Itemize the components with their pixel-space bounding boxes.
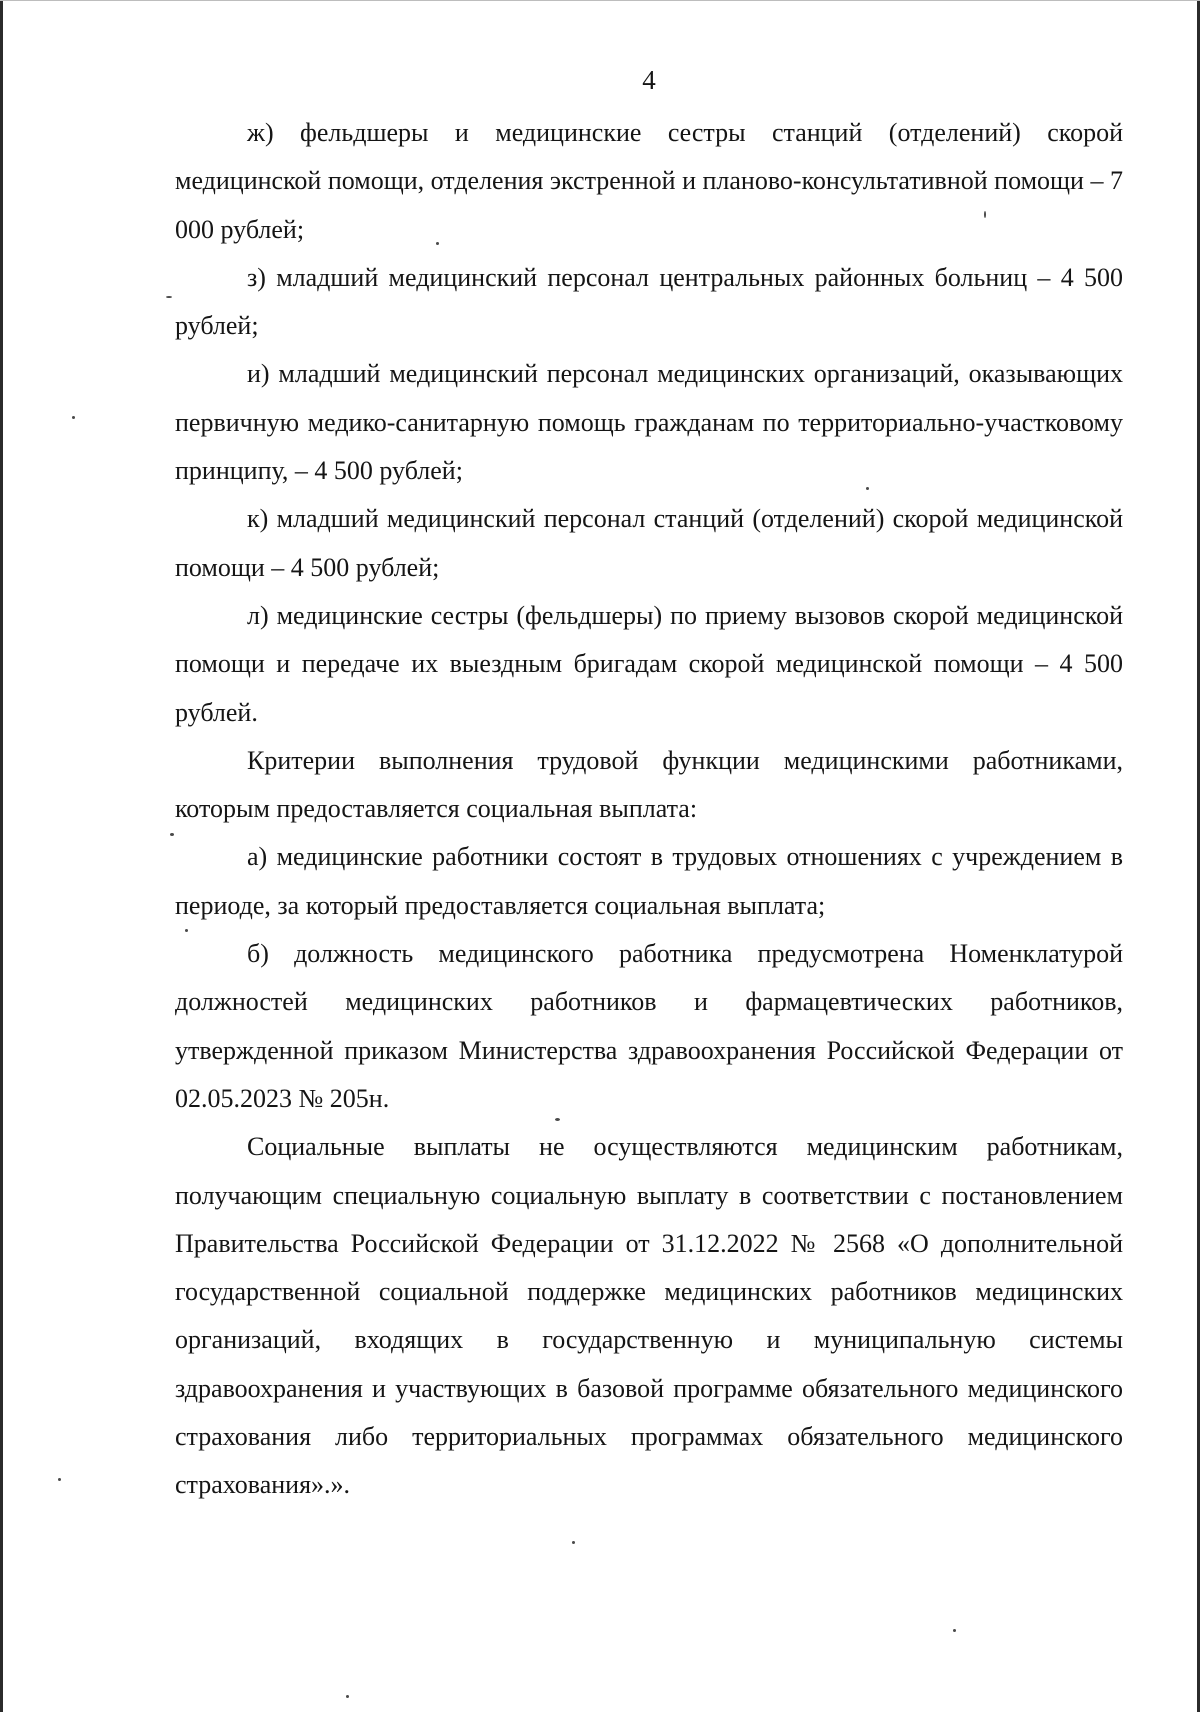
scan-speck [170, 833, 174, 836]
scan-edge-left [0, 1, 3, 1712]
scan-speck [984, 211, 986, 218]
paragraph-criterion-b: б) должность медицинского работника предусмотрена Номенклатурой должностей медицинских работников и фармацевтических работников, утвержденной приказом Министерства здравоохранения Российской Федерации от 02.05.2023 № 205н. [175, 939, 1123, 1113]
page-number: 4 [642, 65, 656, 95]
paragraph-zh: ж) фельдшеры и медицинские сестры станций (отделений) скорой медицинской помощи, отделения экстренной и планово-консультативной помощи – 7 000 рублей; [175, 118, 1123, 244]
scan-speck [953, 1629, 956, 1632]
scan-speck [436, 242, 439, 245]
paragraph-exclusion: Социальные выплаты не осуществляются медицинским работникам, получающим специальную социальную выплату в соответствии с постановлением Правительства Российской Федерации от 31.12.2022 № 2568 «О дополнительной государственной социальной поддержке медицинских работников медицинских организаций, входящих в государственную и муниципальную системы здравоохранения и участвующих в базовой программе обязательного медицинского страхования либо территориальных программах обязательного медицинского страхования».». [175, 1132, 1123, 1500]
scan-speck [166, 296, 172, 298]
paragraph-k: к) младший медицинский персонал станций (отделений) скорой медицинской помощи – 4 500 рублей; [175, 504, 1123, 582]
scan-speck [58, 1478, 61, 1481]
scan-speck [72, 416, 75, 419]
scan-speck [346, 1695, 349, 1698]
scan-speck [572, 1541, 575, 1544]
paragraph-z: з) младший медицинский персонал центральных районных больниц – 4 500 рублей; [175, 262, 1123, 341]
scan-speck [555, 1118, 560, 1121]
paragraph-criteria-intro: Критерии выполнения трудовой функции медицинскими работниками, которым предоставляется социальная выплата: [175, 745, 1123, 824]
paragraph-l: л) медицинские сестры (фельдшеры) по приему вызовов скорой медицинской помощи и передаче их выездным бригадам скорой медицинской помощи – 4 500 рублей. [175, 600, 1123, 727]
scan-speck [185, 929, 188, 932]
paragraph-i: и) младший медицинский персонал медицинских организаций, оказывающих первичную медико-санитарную помощь гражданам по территориально-участковому принципу, – 4 500 рублей; [175, 359, 1123, 486]
page-content [175, 63, 1123, 1510]
scan-speck [866, 487, 869, 490]
paragraph-criterion-a: а) медицинские работники состоят в трудовых отношениях с учреждением в периоде, за который предоставляется социальная выплата; [175, 842, 1123, 920]
